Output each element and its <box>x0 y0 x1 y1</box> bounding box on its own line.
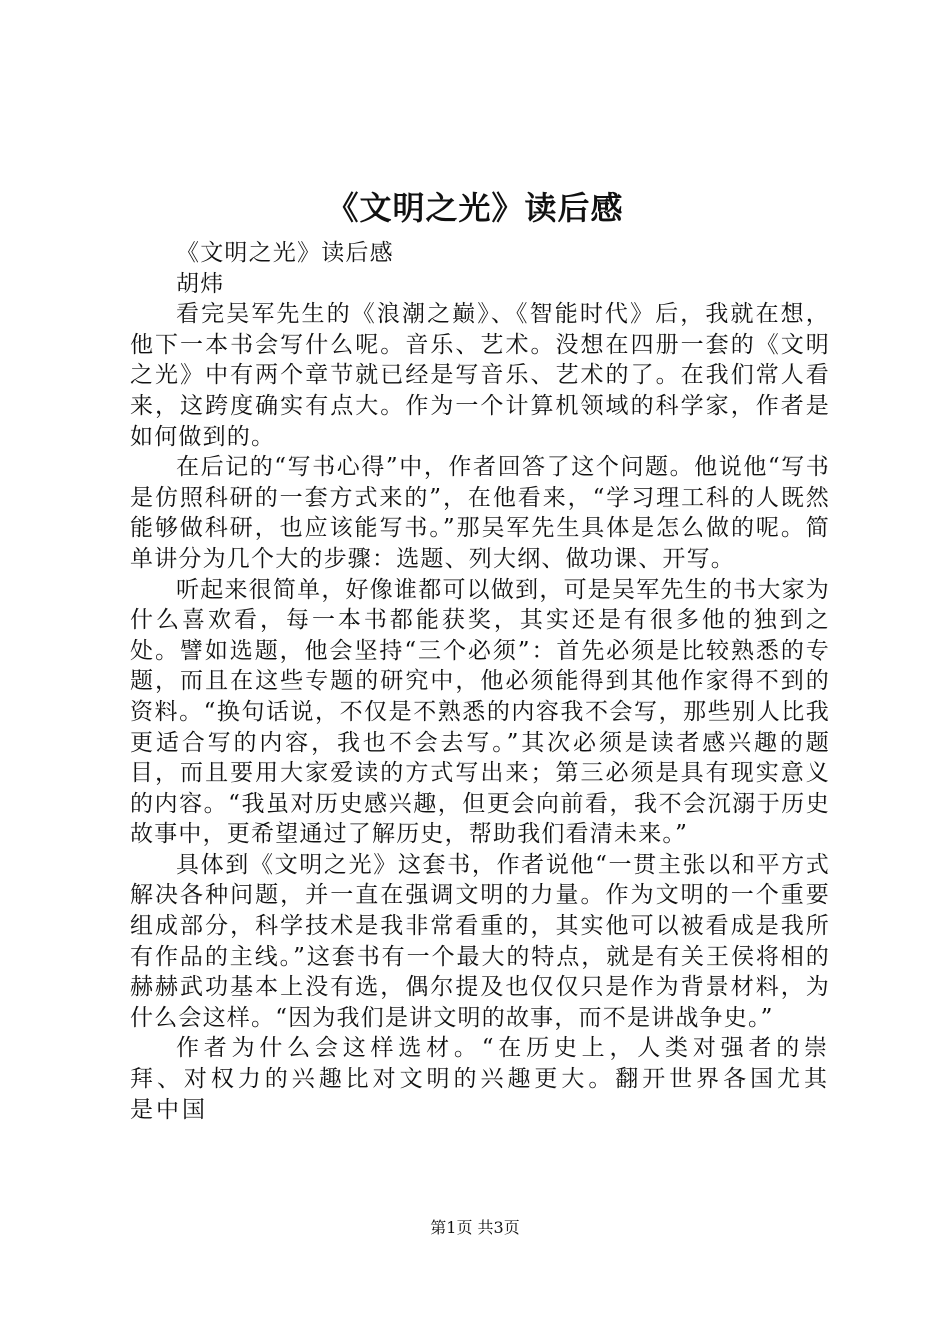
paragraph-1: 看完吴军先生的《浪潮之巅》、《智能时代》后，我就在想，他下一本书会写什么呢。音乐、艺术。没想在四册一套的《文明之光》中有两个章节就已经是写音乐、艺术的了。在我们常人看来，这跨度确实有点大。作为一个计算机领域的科学家，作者是如何做到的。 <box>130 301 830 450</box>
document-body <box>130 238 830 1125</box>
paragraph-4: 具体到《文明之光》这套书，作者说他“一贯主张以和平方式解决各种问题，并一直在强调文明的力量。作为文明的一个重要组成部分，科学技术是我非常看重的，其实他可以被看成是我所有作品的主线。”这套书有一个最大的特点，就是有关王侯将相的赫赫武功基本上没有选，偶尔提及也仅仅只是作为背景材料，为什么会这样。“因为我们是讲文明的故事，而不是讲战争史。” <box>130 851 830 1031</box>
paragraph-2: 在后记的“写书心得”中，作者回答了这个问题。他说他“写书是仿照科研的一套方式来的”，在他看来，“学习理工科的人既然能够做科研，也应该能写书。”那吴军先生具体是怎么做的呢。简单讲分为几个大的步骤：选题、列大纲、做功课、开写。 <box>130 454 830 572</box>
document-author: 胡炜 <box>176 270 225 297</box>
page-number-footer: 第1页 共3页 <box>430 1218 520 1237</box>
document-subtitle: 《文明之光》读后感 <box>176 240 394 266</box>
document-title: 《文明之光》读后感 <box>326 189 624 227</box>
paragraph-3: 听起来很简单，好像谁都可以做到，可是吴军先生的书大家为什么喜欢看，每一本书都能获奖，其实还是有很多他的独到之处。譬如选题，他会坚持“三个必须”：首先必须是比较熟悉的专题，而且在这些专题的研究中，他必须能得到其他作家得不到的资料。“换句话说，不仅是不熟悉的内容我不会写，那些别人比我更适合写的内容，我也不会去写。”其次必须是读者感兴趣的题目，而且要用大家爱读的方式写出来；第三必须是具有现实意义的内容。“我虽对历史感兴趣，但更会向前看，我不会沉溺于历史故事中，更希望通过了解历史，帮助我们看清未来。” <box>130 576 830 848</box>
paragraph-5: 作者为什么会这样选材。“在历史上，人类对强者的崇拜、对权力的兴趣比对文明的兴趣更大。翻开世界各国尤其是中国 <box>130 1035 830 1123</box>
